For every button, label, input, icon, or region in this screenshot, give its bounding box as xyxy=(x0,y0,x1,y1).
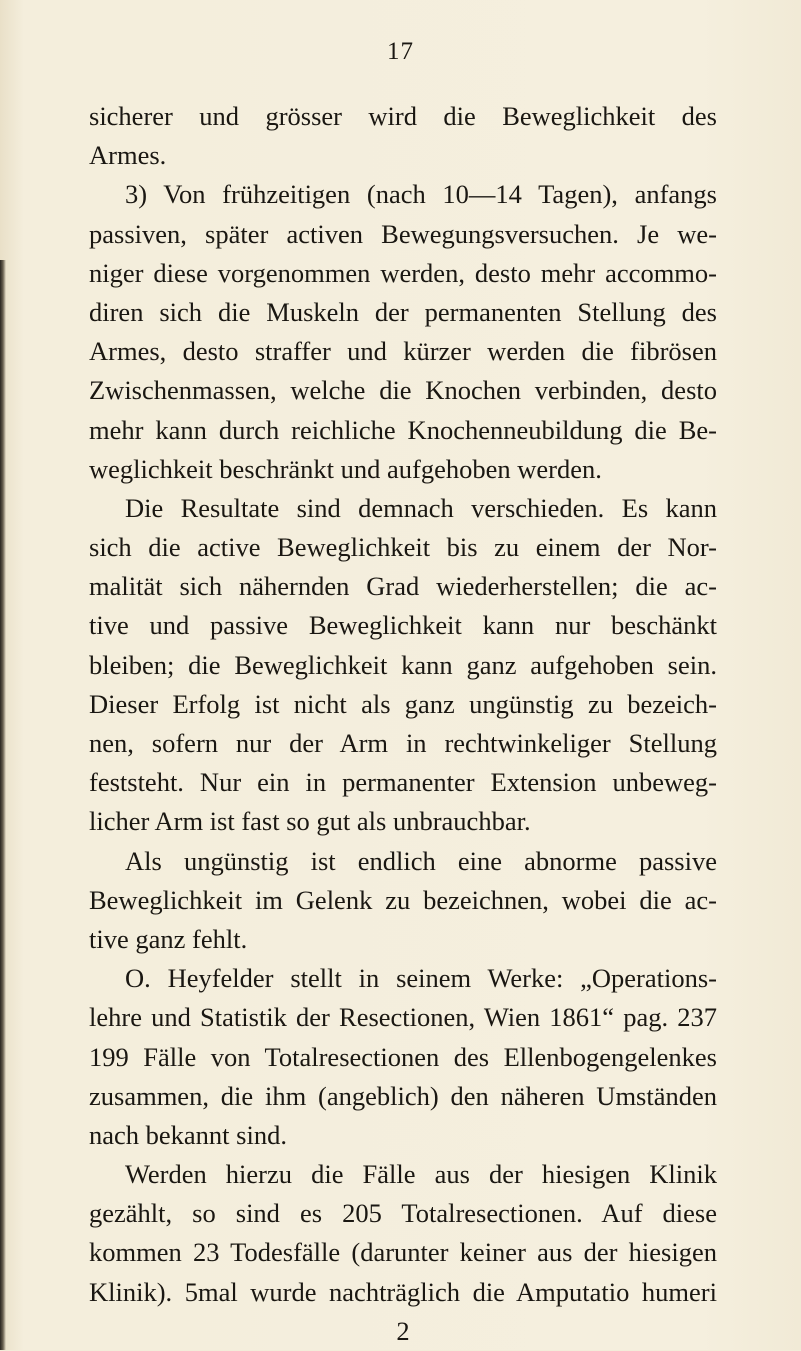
text-line: Beweglichkeit im Gelenk zu bezeichnen, wobei die ac- xyxy=(89,884,717,915)
text-line: weglichkeit beschränkt und aufgehoben werden. xyxy=(89,453,602,484)
text-line: O. Heyfelder stellt in seinem Werke: „Operations- xyxy=(125,963,717,994)
text-line: Dieser Erfolg ist nicht als ganz ungünstig zu bezeich- xyxy=(89,688,717,719)
text-line: sicherer und grösser wird die Beweglichkeit des xyxy=(89,101,717,131)
text-line: kommen 23 Todesfälle (darunter keiner aus der hiesigen xyxy=(89,1237,717,1268)
text-line: niger diese vorgenommen werden, desto mehr accommo- xyxy=(89,257,717,288)
text-line: Als ungünstig ist endlich eine abnorme passive xyxy=(125,845,717,876)
binding-edge xyxy=(0,260,6,1350)
text-line: Zwischenmassen, welche die Knochen verbinden, desto xyxy=(89,375,717,406)
text-line: Werden hierzu die Fälle aus der hiesigen Klinik xyxy=(125,1159,717,1190)
text-line: zusammen, die ihm (angeblich) den näheren Umständen xyxy=(89,1080,717,1111)
signature-mark: 2 xyxy=(396,1315,410,1346)
text-line: nen, sofern nur der Arm in rechtwinkeliger Stellung xyxy=(89,728,717,758)
text-line: diren sich die Muskeln der permanenten Stellung des xyxy=(89,296,717,327)
text-line: sich die active Beweglichkeit bis zu einem der Nor- xyxy=(89,532,717,563)
text-line: lehre und Statistik der Resectionen, Wien 1861“ pag. 237 xyxy=(89,1002,717,1033)
text-line: tive und passive Beweglichkeit kann nur beschänkt xyxy=(89,610,717,641)
text-line: bleiben; die Beweglichkeit kann ganz aufgehoben sein. xyxy=(89,649,717,680)
text-line: 199 Fälle von Totalresectionen des Ellenbogengelenkes xyxy=(89,1041,717,1072)
page-number: 17 xyxy=(387,38,414,65)
body-text xyxy=(89,97,717,1351)
text-line: nach bekannt sind. xyxy=(89,1119,287,1150)
text-line: 3) Von frühzeitigen (nach 10—14 Tagen), anfangs xyxy=(125,179,717,210)
text-line: mehr kann durch reichliche Knochenneubildung die Be- xyxy=(89,414,717,445)
text-line: licher Arm ist fast so gut als unbrauchbar. xyxy=(89,806,531,837)
text-line: feststeht. Nur ein in permanenter Extension unbeweg- xyxy=(89,767,717,798)
text-line: malität sich nähernden Grad wiederherstellen; die ac- xyxy=(89,571,717,602)
text-line: Armes. xyxy=(89,140,167,171)
text-line: tive ganz fehlt. xyxy=(89,923,248,954)
text-line: Die Resultate sind demnach verschieden. Es kann xyxy=(125,492,717,523)
text-line: Klinik). 5mal wurde nachträglich die Amputatio humeri xyxy=(89,1276,717,1307)
text-line: gezählt, so sind es 205 Totalresectionen. Auf diese xyxy=(89,1198,717,1229)
text-line: passiven, später activen Bewegungsversuchen. Je we- xyxy=(89,218,717,249)
text-line: Armes, desto straffer und kürzer werden die fibrösen xyxy=(89,336,717,367)
